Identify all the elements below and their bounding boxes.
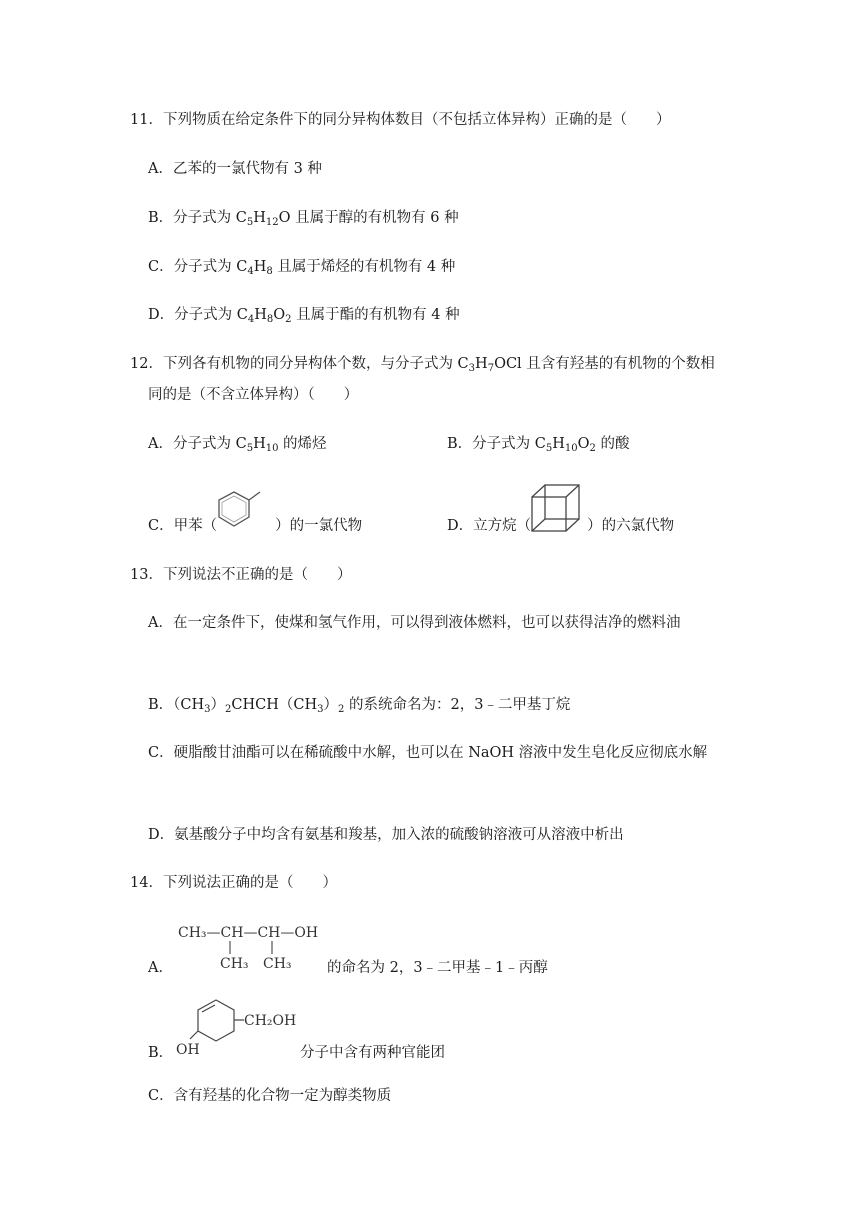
q14-stem: 14．下列说法正确的是（ ） <box>130 875 337 891</box>
q14-a-structure <box>176 918 336 976</box>
q13-option-d: D．氨基酸分子中均含有氨基和羧基，加入浓的硫酸钠溶液可从溶液中析出 <box>148 827 624 843</box>
q11-option-c: C．分子式为 $C_4H_8$ 且属于烯烃的有机物有 4 种 <box>148 259 456 277</box>
q12-option-c: C．甲苯（ ）的一氯代物 <box>148 518 363 534</box>
q14-option-a-text: 的命名为 2，3﹣二甲基﹣1﹣丙醇 <box>327 960 548 976</box>
q11-option-a: A．乙苯的一氯代物有 3 种 <box>148 161 322 177</box>
q14-a-structure-branch-1: CH₃ <box>220 956 249 972</box>
q12-stem-line2: 同的是（不含立体异构）（ ） <box>148 387 359 403</box>
q14-b-structure <box>172 994 302 1060</box>
q12-option-a: A．分子式为 $C_5H_{10}$ 的烯烃 <box>148 436 327 454</box>
q13-option-a: A．在一定条件下，使煤和氢气作用，可以得到液体燃料，也可以获得洁净的燃料油 <box>148 615 681 631</box>
q14-option-a-label: A． <box>148 960 173 976</box>
q13-option-b: B．$(CH_3)_2CHCH(CH_3)_2$ 的系统命名为：2，3﹣二甲基丁烷 <box>148 697 571 715</box>
q11-option-b: B．分子式为 $C_5H_{12}O$ 且属于醇的有机物有 6 种 <box>148 210 459 228</box>
q11-option-d: D．分子式为 $C_4H_8O_2$ 且属于酯的有机物有 4 种 <box>148 307 460 325</box>
q12-option-b: B．分子式为 $C_5H_{10}O_2$ 的酸 <box>447 436 630 454</box>
q14-option-b-label: B． <box>148 1045 174 1061</box>
q13-option-c: C．硬脂酸甘油酯可以在稀硫酸中水解，也可以在 NaOH 溶液中发生皂化反应彻底水解 <box>148 745 708 761</box>
cubane-structure <box>527 481 585 539</box>
q14-b-structure-ch2oh: CH₂OH <box>244 1013 297 1029</box>
toluene-structure <box>211 487 267 535</box>
q14-a-structure-branch-2: CH₃ <box>263 956 292 972</box>
q14-a-structure-main-chain: CH₃—CH—CH—OH <box>178 925 319 941</box>
q12-stem-line1: 12．下列各有机物的同分异构体个数，与分子式为 $C_3H_7OCl$ 且含有羟基的有机物的个数相 <box>130 356 715 374</box>
q13-stem: 13．下列说法不正确的是（ ） <box>130 567 352 583</box>
q12-option-d: D．立方烷（ ）的六氯代物 <box>447 518 675 534</box>
q14-option-c: C．含有羟基的化合物一定为醇类物质 <box>148 1088 392 1104</box>
q14-option-b-text: 分子中含有两种官能团 <box>300 1045 445 1061</box>
q14-b-structure-oh: OH <box>176 1042 200 1058</box>
q11-stem: 11．下列物质在给定条件下的同分异构体数目（不包括立体异构）正确的是（ ） <box>130 112 671 128</box>
